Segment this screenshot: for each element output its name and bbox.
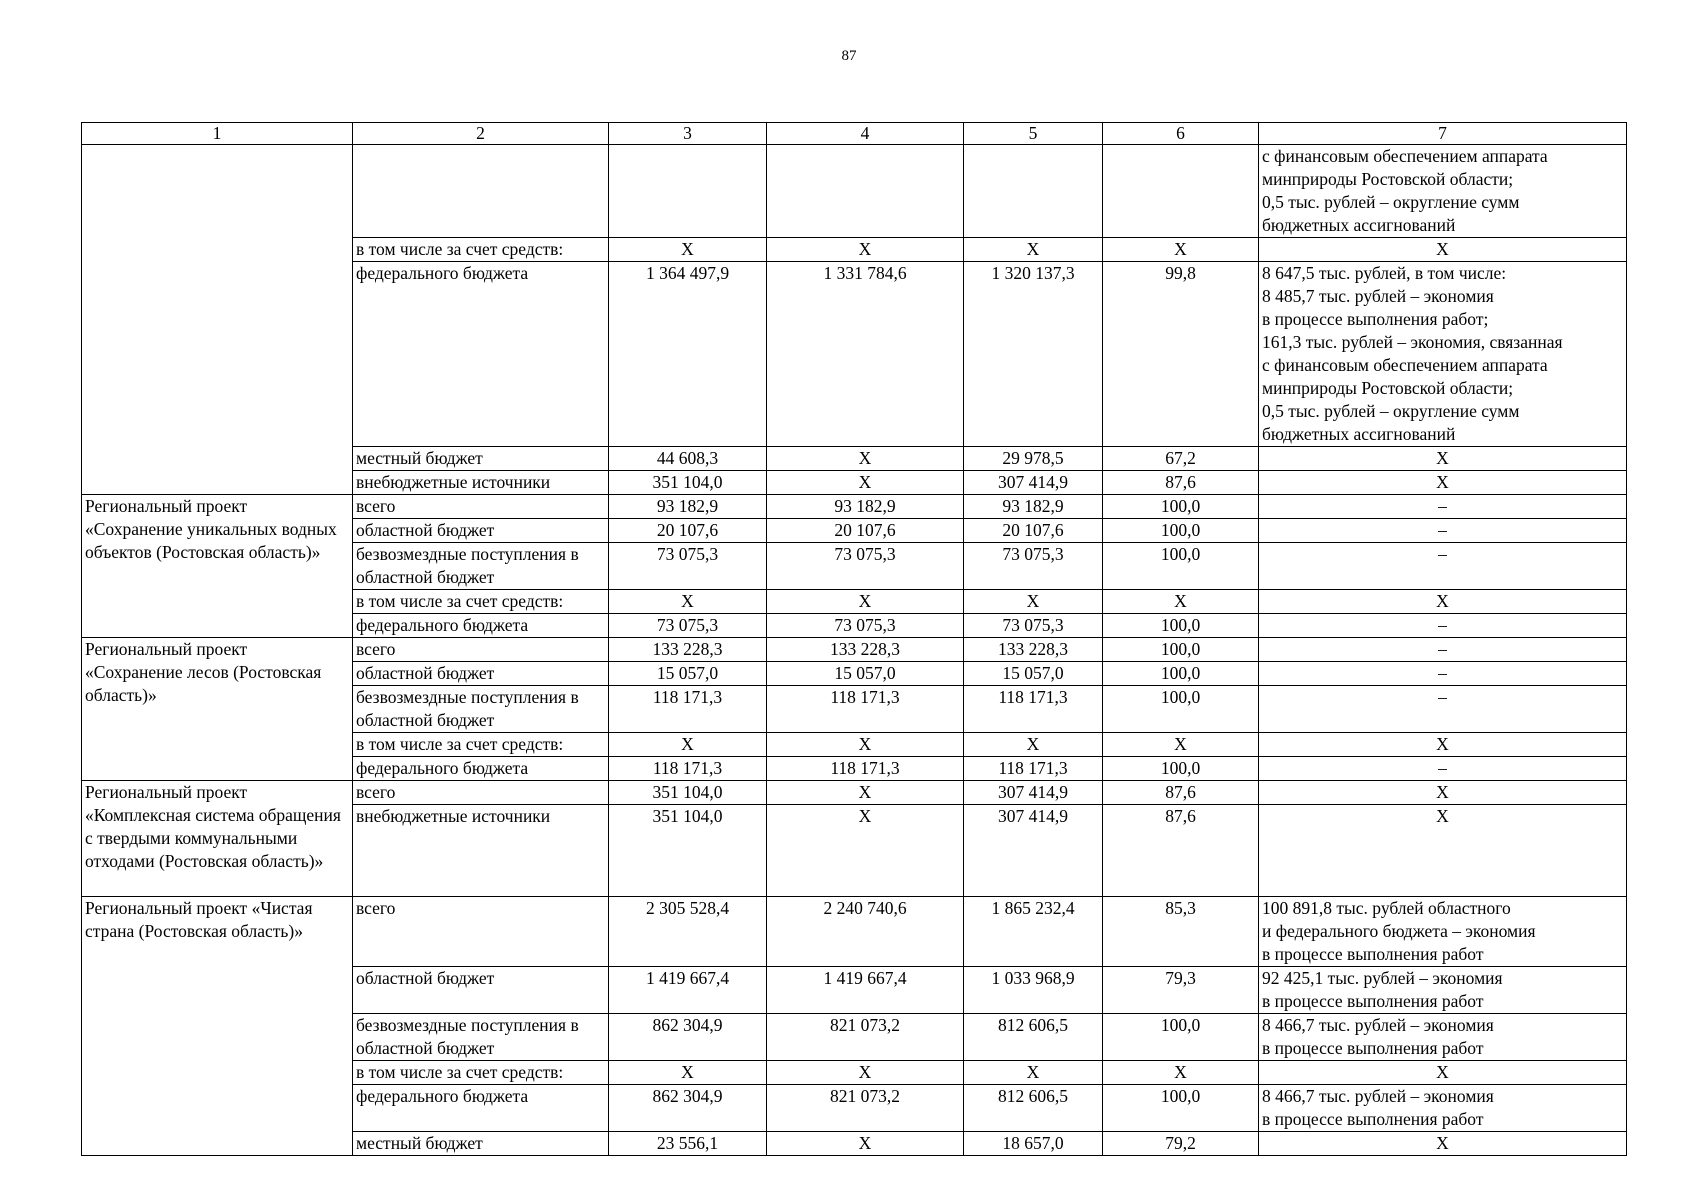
value-cell: Х <box>767 733 964 757</box>
value-cell: 67,2 <box>1103 447 1259 471</box>
value-cell: 1 419 667,4 <box>609 967 767 1014</box>
value-cell: 2 305 528,4 <box>609 897 767 967</box>
value-cell: 100,0 <box>1103 757 1259 781</box>
report-table <box>81 122 1627 1156</box>
page-number: 87 <box>841 48 857 64</box>
value-cell: 73 075,3 <box>964 543 1103 590</box>
project-name-cell: Региональный проект «Сохранение лесов (Ростовская область)» <box>82 638 353 781</box>
value-cell: 44 608,3 <box>609 447 767 471</box>
source-cell: в том числе за счет средств: <box>353 590 609 614</box>
column-header: 7 <box>1259 123 1627 145</box>
value-cell: 23 556,1 <box>609 1132 767 1156</box>
note-cell: Х <box>1259 1061 1627 1085</box>
value-cell: Х <box>767 590 964 614</box>
note-cell: Х <box>1259 781 1627 805</box>
value-cell: 821 073,2 <box>767 1014 964 1061</box>
value-cell: Х <box>964 590 1103 614</box>
source-cell: безвозмездные поступления в областной бюджет <box>353 1014 609 1061</box>
value-cell: Х <box>609 238 767 262</box>
value-cell: 118 171,3 <box>767 757 964 781</box>
note-cell: – <box>1259 638 1627 662</box>
value-cell: 1 865 232,4 <box>964 897 1103 967</box>
value-cell: Х <box>767 1132 964 1156</box>
value-cell: 100,0 <box>1103 1014 1259 1061</box>
value-cell: 93 182,9 <box>609 495 767 519</box>
note-cell: с финансовым обеспечением аппарата минприроды Ростовской области; 0,5 тыс. рублей – округление сумм бюджетных ассигнований <box>1259 145 1627 238</box>
value-cell: 812 606,5 <box>964 1085 1103 1132</box>
column-header: 3 <box>609 123 767 145</box>
value-cell <box>1103 145 1259 238</box>
note-cell: Х <box>1259 1132 1627 1156</box>
note-cell: – <box>1259 543 1627 590</box>
source-cell: областной бюджет <box>353 662 609 686</box>
value-cell: 20 107,6 <box>609 519 767 543</box>
source-cell: в том числе за счет средств: <box>353 238 609 262</box>
value-cell: 1 364 497,9 <box>609 262 767 447</box>
value-cell: 20 107,6 <box>964 519 1103 543</box>
source-cell: внебюджетные источники <box>353 471 609 495</box>
note-cell: – <box>1259 757 1627 781</box>
value-cell: 351 104,0 <box>609 805 767 897</box>
source-cell: федерального бюджета <box>353 1085 609 1132</box>
value-cell: 2 240 740,6 <box>767 897 964 967</box>
value-cell: 87,6 <box>1103 471 1259 495</box>
value-cell <box>609 145 767 238</box>
note-cell: Х <box>1259 238 1627 262</box>
value-cell: 20 107,6 <box>767 519 964 543</box>
source-cell: областной бюджет <box>353 967 609 1014</box>
table-row <box>82 897 1627 967</box>
source-cell <box>353 145 609 238</box>
note-cell: – <box>1259 495 1627 519</box>
table-row <box>82 495 1627 519</box>
column-header: 2 <box>353 123 609 145</box>
value-cell: 118 171,3 <box>964 757 1103 781</box>
value-cell: 812 606,5 <box>964 1014 1103 1061</box>
note-cell: – <box>1259 686 1627 733</box>
column-header: 1 <box>82 123 353 145</box>
value-cell: 862 304,9 <box>609 1085 767 1132</box>
value-cell: 73 075,3 <box>609 543 767 590</box>
source-cell: федерального бюджета <box>353 262 609 447</box>
value-cell: 862 304,9 <box>609 1014 767 1061</box>
value-cell: 351 104,0 <box>609 471 767 495</box>
value-cell: 133 228,3 <box>964 638 1103 662</box>
table-row <box>82 781 1627 805</box>
source-cell: безвозмездные поступления в областной бюджет <box>353 686 609 733</box>
source-cell: всего <box>353 781 609 805</box>
value-cell: 100,0 <box>1103 495 1259 519</box>
note-cell: Х <box>1259 471 1627 495</box>
value-cell: 87,6 <box>1103 781 1259 805</box>
value-cell: Х <box>767 471 964 495</box>
column-header: 5 <box>964 123 1103 145</box>
value-cell: Х <box>767 805 964 897</box>
note-cell: – <box>1259 519 1627 543</box>
value-cell: 87,6 <box>1103 805 1259 897</box>
value-cell: 29 978,5 <box>964 447 1103 471</box>
value-cell: 100,0 <box>1103 686 1259 733</box>
value-cell: 307 414,9 <box>964 805 1103 897</box>
value-cell: Х <box>964 238 1103 262</box>
value-cell: 118 171,3 <box>964 686 1103 733</box>
value-cell: 1 033 968,9 <box>964 967 1103 1014</box>
source-cell: местный бюджет <box>353 1132 609 1156</box>
value-cell: 133 228,3 <box>609 638 767 662</box>
value-cell: Х <box>767 781 964 805</box>
value-cell: 73 075,3 <box>964 614 1103 638</box>
note-cell: Х <box>1259 733 1627 757</box>
value-cell: 100,0 <box>1103 614 1259 638</box>
value-cell: 15 057,0 <box>767 662 964 686</box>
value-cell: Х <box>767 238 964 262</box>
value-cell: 15 057,0 <box>964 662 1103 686</box>
value-cell: Х <box>1103 1061 1259 1085</box>
value-cell: 307 414,9 <box>964 471 1103 495</box>
value-cell: 18 657,0 <box>964 1132 1103 1156</box>
value-cell: 93 182,9 <box>767 495 964 519</box>
value-cell: Х <box>964 1061 1103 1085</box>
value-cell: 1 331 784,6 <box>767 262 964 447</box>
value-cell: 821 073,2 <box>767 1085 964 1132</box>
note-cell: 92 425,1 тыс. рублей – экономия в процессе выполнения работ <box>1259 967 1627 1014</box>
value-cell: 100,0 <box>1103 519 1259 543</box>
source-cell: в том числе за счет средств: <box>353 1061 609 1085</box>
source-cell: внебюджетные источники <box>353 805 609 897</box>
value-cell: 1 320 137,3 <box>964 262 1103 447</box>
note-cell: Х <box>1259 590 1627 614</box>
source-cell: областной бюджет <box>353 519 609 543</box>
source-cell: в том числе за счет средств: <box>353 733 609 757</box>
project-name-cell: Региональный проект «Чистая страна (Ростовская область)» <box>82 897 353 1156</box>
table-row <box>82 638 1627 662</box>
value-cell: 99,8 <box>1103 262 1259 447</box>
value-cell: 118 171,3 <box>609 757 767 781</box>
value-cell: 73 075,3 <box>609 614 767 638</box>
value-cell: Х <box>964 733 1103 757</box>
note-cell: – <box>1259 614 1627 638</box>
value-cell: 15 057,0 <box>609 662 767 686</box>
source-cell: местный бюджет <box>353 447 609 471</box>
project-name-cell: Региональный проект «Сохранение уникальных водных объектов (Ростовская область)» <box>82 495 353 638</box>
value-cell: 118 171,3 <box>767 686 964 733</box>
value-cell: Х <box>1103 590 1259 614</box>
value-cell: Х <box>609 590 767 614</box>
value-cell <box>767 145 964 238</box>
note-cell: 8 647,5 тыс. рублей, в том числе: 8 485,7 тыс. рублей – экономия в процессе выполнения работ; 161,3 тыс. рублей – экономия, связанная с финансовым обеспечением аппарата минприроды Ростовской области; 0,5 тыс. рублей – округление сумм бюджетных ассигнований <box>1259 262 1627 447</box>
value-cell: 93 182,9 <box>964 495 1103 519</box>
note-cell: 100 891,8 тыс. рублей областного и федерального бюджета – экономия в процессе выполнения работ <box>1259 897 1627 967</box>
value-cell: Х <box>767 1061 964 1085</box>
column-number-row <box>82 123 1627 145</box>
value-cell: Х <box>1103 238 1259 262</box>
value-cell: 79,2 <box>1103 1132 1259 1156</box>
value-cell: Х <box>1103 733 1259 757</box>
value-cell: 118 171,3 <box>609 686 767 733</box>
value-cell: Х <box>609 1061 767 1085</box>
value-cell: 307 414,9 <box>964 781 1103 805</box>
source-cell: всего <box>353 897 609 967</box>
source-cell: безвозмездные поступления в областной бюджет <box>353 543 609 590</box>
source-cell: всего <box>353 638 609 662</box>
value-cell: Х <box>609 733 767 757</box>
source-cell: федерального бюджета <box>353 757 609 781</box>
value-cell: 133 228,3 <box>767 638 964 662</box>
value-cell: 351 104,0 <box>609 781 767 805</box>
table-row <box>82 145 1627 238</box>
value-cell: 85,3 <box>1103 897 1259 967</box>
project-name-cell: Региональный проект «Комплексная система обращения с твердыми коммунальными отходами (Ростовская область)» <box>82 781 353 897</box>
note-cell: Х <box>1259 447 1627 471</box>
value-cell: 100,0 <box>1103 1085 1259 1132</box>
note-cell: – <box>1259 662 1627 686</box>
project-name-cell <box>82 145 353 495</box>
column-header: 4 <box>767 123 964 145</box>
value-cell: 73 075,3 <box>767 543 964 590</box>
note-cell: Х <box>1259 805 1627 897</box>
value-cell: 79,3 <box>1103 967 1259 1014</box>
value-cell: Х <box>767 447 964 471</box>
value-cell: 100,0 <box>1103 638 1259 662</box>
value-cell: 100,0 <box>1103 662 1259 686</box>
value-cell <box>964 145 1103 238</box>
value-cell: 100,0 <box>1103 543 1259 590</box>
source-cell: всего <box>353 495 609 519</box>
value-cell: 1 419 667,4 <box>767 967 964 1014</box>
source-cell: федерального бюджета <box>353 614 609 638</box>
value-cell: 73 075,3 <box>767 614 964 638</box>
note-cell: 8 466,7 тыс. рублей – экономия в процессе выполнения работ <box>1259 1014 1627 1061</box>
note-cell: 8 466,7 тыс. рублей – экономия в процессе выполнения работ <box>1259 1085 1627 1132</box>
column-header: 6 <box>1103 123 1259 145</box>
